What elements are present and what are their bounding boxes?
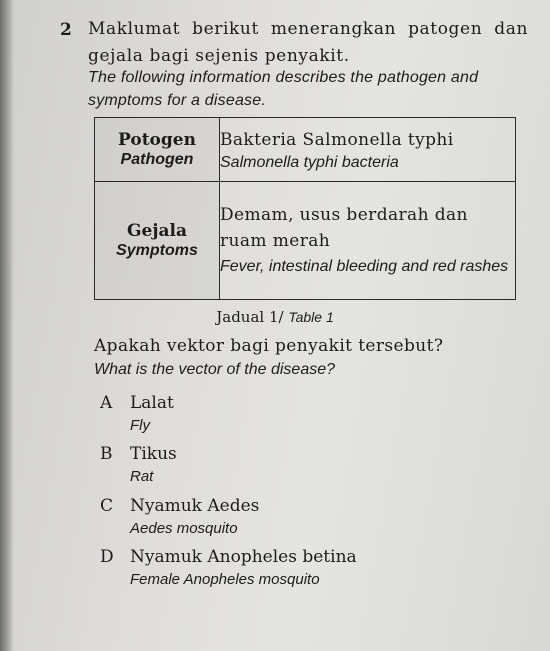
- prompt-english: What is the vector of the disease?: [94, 361, 336, 378]
- row-header-malay: Gejala: [127, 220, 187, 241]
- table-row: [95, 182, 516, 300]
- row-value-english: Fever, intestinal bleeding and red rashes: [220, 257, 509, 275]
- question-stem-malay: Maklumat berikut menerangkan patogen dan gejala bagi sejenis penyakit.: [88, 19, 528, 66]
- option-d[interactable]: [100, 547, 357, 588]
- table-caption-english: Table 1: [288, 309, 334, 325]
- option-english: Rat: [130, 468, 154, 485]
- table-caption-malay: Jadual 1/: [216, 308, 284, 326]
- row-value-symptoms: [220, 182, 516, 300]
- row-header-english: Symptoms: [116, 241, 198, 259]
- option-letter: C: [100, 496, 114, 516]
- option-english: Female Anopheles mosquito: [130, 571, 320, 588]
- row-value-english: Salmonella typhi bacteria: [220, 153, 399, 171]
- row-header-malay: Potogen: [118, 129, 196, 150]
- table-caption: [0, 308, 550, 326]
- option-english: Aedes mosquito: [130, 520, 238, 537]
- option-letter: D: [100, 547, 114, 567]
- row-header-symptoms: [95, 182, 220, 300]
- option-malay: Nyamuk Aedes: [130, 496, 260, 516]
- prompt-malay: Apakah vektor bagi penyakit tersebut?: [94, 336, 444, 356]
- option-malay: Nyamuk Anopheles betina: [130, 547, 357, 567]
- row-header-english: Pathogen: [120, 150, 194, 168]
- option-english: Fly: [130, 417, 150, 434]
- option-letter: A: [100, 393, 113, 413]
- information-table: [94, 117, 516, 300]
- question-stem-english: The following information describes the pathogen and symptoms for a disease.: [88, 69, 479, 109]
- table-row: [95, 118, 516, 182]
- row-header-pathogen: [95, 118, 220, 182]
- option-malay: Lalat: [130, 393, 174, 413]
- option-c[interactable]: [100, 496, 259, 537]
- question-number: 2: [60, 20, 72, 40]
- row-value-malay: Demam, usus berdarah dan ruam merah: [220, 204, 468, 251]
- option-letter: B: [100, 444, 113, 464]
- option-malay: Tikus: [130, 444, 177, 464]
- row-value-malay: Bakteria Salmonella typhi: [220, 129, 454, 150]
- option-b[interactable]: [100, 444, 177, 485]
- option-a[interactable]: [100, 393, 174, 434]
- row-value-pathogen: [220, 118, 516, 182]
